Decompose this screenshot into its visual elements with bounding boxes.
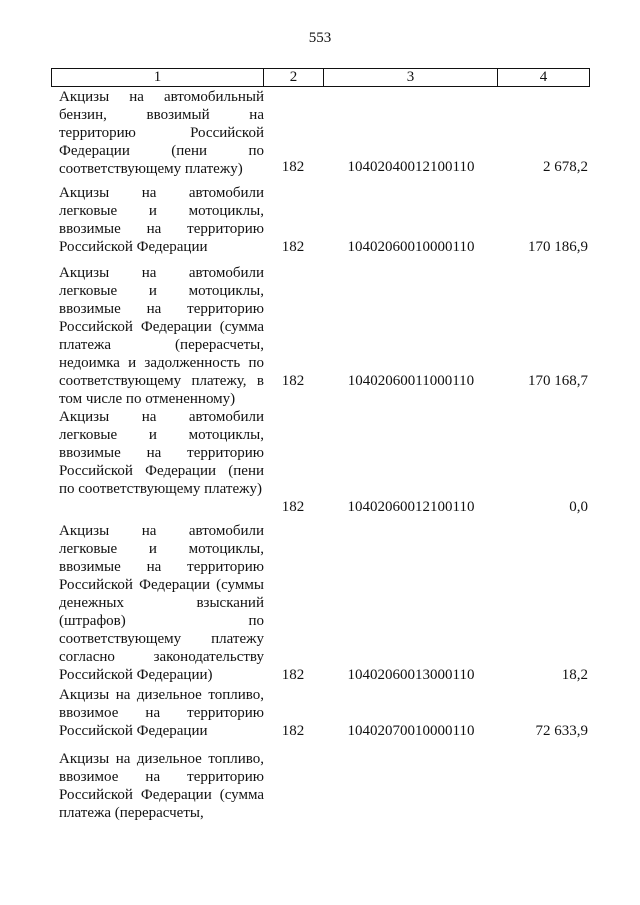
row-amount: 18,2 [561, 667, 588, 683]
column-header-1: 1 [52, 69, 264, 87]
row-name: Акцизы на автомобили легковые и мотоциклы, ввозимые на территорию Российской Федерации (сумма платежа (перерасчеты, недоимка и задолженность по соответствующему платежу, в том числе по отмененному) [59, 265, 264, 407]
row-admin-code: 182 [281, 239, 305, 255]
row-budget-code: 10402070010000110 [347, 723, 475, 739]
row-amount: 72 633,9 [535, 723, 588, 739]
row-budget-code: 10402060011000110 [347, 373, 475, 389]
page-number: 553 [308, 30, 332, 46]
row-amount: 170 168,7 [528, 373, 588, 389]
column-header-table [51, 68, 590, 87]
table-row [51, 686, 591, 740]
row-name: Акцизы на дизельное топливо, ввозимое на территорию Российской Федерации (сумма платежа (перерасчеты, [59, 751, 264, 821]
row-amount: 0,0 [569, 499, 588, 515]
table-row [51, 750, 591, 822]
row-budget-code: 10402060013000110 [347, 667, 475, 683]
row-amount: 170 186,9 [528, 239, 588, 255]
column-header-2: 2 [264, 69, 324, 87]
row-name: Акцизы на автомобильный бензин, ввозимый на территорию Российской Федерации (пени по соответствующему платежу) [59, 89, 264, 177]
row-name: Акцизы на автомобили легковые и мотоциклы, ввозимые на территорию Российской Федерации (пени по соответствующему платежу) [59, 409, 264, 497]
row-admin-code: 182 [281, 499, 305, 515]
table-row [51, 88, 591, 176]
row-budget-code: 10402060010000110 [347, 239, 475, 255]
table-row [51, 408, 591, 516]
row-admin-code: 182 [281, 373, 305, 389]
table-row [51, 184, 591, 256]
row-admin-code: 182 [281, 667, 305, 683]
column-header-row [52, 69, 590, 87]
row-budget-code: 10402060012100110 [347, 499, 475, 515]
row-name: Акцизы на автомобили легковые и мотоциклы, ввозимые на территорию Российской Федерации [59, 185, 264, 255]
row-admin-code: 182 [281, 159, 305, 175]
column-header-4: 4 [498, 69, 590, 87]
row-name: Акцизы на автомобили легковые и мотоциклы, ввозимые на территорию Российской Федерации (суммы денежных взысканий (штрафов) по соответствующему платежу согласно законодательству Российской Федерации) [59, 523, 264, 683]
table-row [51, 522, 591, 684]
column-header-3: 3 [324, 69, 498, 87]
table-row [51, 264, 591, 407]
row-budget-code: 10402040012100110 [347, 159, 475, 175]
row-name: Акцизы на дизельное топливо, ввозимое на территорию Российской Федерации [59, 687, 264, 739]
row-admin-code: 182 [281, 723, 305, 739]
row-amount: 2 678,2 [543, 159, 588, 175]
